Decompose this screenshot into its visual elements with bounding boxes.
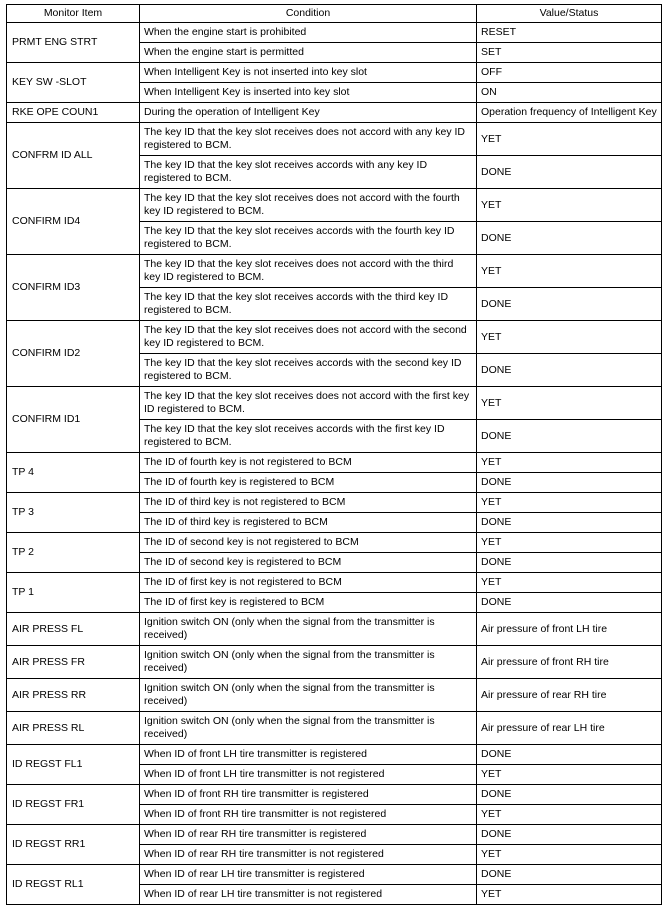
value-status-cell: DONE <box>477 593 662 613</box>
monitor-item-cell: AIR PRESS FL <box>7 613 140 646</box>
value-status-cell: DONE <box>477 825 662 845</box>
monitor-item-cell: CONFRM ID ALL <box>7 123 140 189</box>
table-row <box>7 646 662 679</box>
monitor-item-cell: AIR PRESS RL <box>7 712 140 745</box>
value-status-cell: Air pressure of front LH tire <box>477 613 662 646</box>
condition-cell: The ID of second key is not registered to BCM <box>140 533 477 553</box>
condition-cell: The key ID that the key slot receives does not accord with the first key ID registered to BCM. <box>140 387 477 420</box>
value-status-cell: YET <box>477 845 662 865</box>
condition-cell: When ID of rear LH tire transmitter is registered <box>140 865 477 885</box>
value-status-cell: DONE <box>477 513 662 533</box>
table-row <box>7 23 662 43</box>
header-condition: Condition <box>140 5 477 23</box>
monitor-item-cell: RKE OPE COUN1 <box>7 103 140 123</box>
condition-cell: When the engine start is prohibited <box>140 23 477 43</box>
value-status-cell: YET <box>477 805 662 825</box>
value-status-cell: YET <box>477 453 662 473</box>
condition-cell: When ID of front RH tire transmitter is not registered <box>140 805 477 825</box>
value-status-cell: DONE <box>477 222 662 255</box>
table-row <box>7 785 662 805</box>
condition-cell: When ID of front LH tire transmitter is not registered <box>140 765 477 785</box>
monitor-item-cell: CONFIRM ID1 <box>7 387 140 453</box>
value-status-cell: YET <box>477 321 662 354</box>
condition-cell: When ID of rear LH tire transmitter is not registered <box>140 885 477 905</box>
monitor-item-cell: ID REGST FR1 <box>7 785 140 825</box>
table-row <box>7 712 662 745</box>
monitor-item-cell: ID REGST RR1 <box>7 825 140 865</box>
value-status-cell: SET <box>477 43 662 63</box>
value-status-cell: YET <box>477 885 662 905</box>
condition-cell: When ID of rear RH tire transmitter is registered <box>140 825 477 845</box>
value-status-cell: DONE <box>477 785 662 805</box>
condition-cell: When ID of front RH tire transmitter is registered <box>140 785 477 805</box>
table-body <box>7 23 662 905</box>
condition-cell: When the engine start is permitted <box>140 43 477 63</box>
condition-cell: Ignition switch ON (only when the signal from the transmitter is received) <box>140 646 477 679</box>
value-status-cell: YET <box>477 573 662 593</box>
value-status-cell: DONE <box>477 745 662 765</box>
table-row <box>7 255 662 288</box>
condition-cell: Ignition switch ON (only when the signal from the transmitter is received) <box>140 613 477 646</box>
table-row <box>7 453 662 473</box>
table-row <box>7 825 662 845</box>
header-monitor-item: Monitor Item <box>7 5 140 23</box>
condition-cell: When ID of front LH tire transmitter is registered <box>140 745 477 765</box>
value-status-cell: Air pressure of rear RH tire <box>477 679 662 712</box>
table-row <box>7 533 662 553</box>
value-status-cell: DONE <box>477 553 662 573</box>
monitor-item-cell: ID REGST FL1 <box>7 745 140 785</box>
condition-cell: The key ID that the key slot receives accords with the second key ID registered to BCM. <box>140 354 477 387</box>
value-status-cell: Operation frequency of Intelligent Key <box>477 103 662 123</box>
value-status-cell: RESET <box>477 23 662 43</box>
table-row <box>7 573 662 593</box>
value-status-cell: DONE <box>477 473 662 493</box>
condition-cell: When Intelligent Key is inserted into key slot <box>140 83 477 103</box>
condition-cell: The key ID that the key slot receives does not accord with the fourth key ID registered to BCM. <box>140 189 477 222</box>
condition-cell: Ignition switch ON (only when the signal from the transmitter is received) <box>140 712 477 745</box>
value-status-cell: YET <box>477 255 662 288</box>
table-row <box>7 865 662 885</box>
value-status-cell: YET <box>477 493 662 513</box>
condition-cell: The key ID that the key slot receives accords with the first key ID registered to BCM. <box>140 420 477 453</box>
value-status-cell: DONE <box>477 420 662 453</box>
monitor-item-cell: PRMT ENG STRT <box>7 23 140 63</box>
monitor-item-cell: TP 2 <box>7 533 140 573</box>
value-status-cell: DONE <box>477 865 662 885</box>
condition-cell: The ID of second key is registered to BCM <box>140 553 477 573</box>
condition-cell: The ID of fourth key is registered to BCM <box>140 473 477 493</box>
condition-cell: The ID of third key is not registered to BCM <box>140 493 477 513</box>
value-status-cell: DONE <box>477 156 662 189</box>
condition-cell: The ID of first key is not registered to BCM <box>140 573 477 593</box>
value-status-cell: YET <box>477 533 662 553</box>
monitor-item-cell: AIR PRESS FR <box>7 646 140 679</box>
value-status-cell: DONE <box>477 354 662 387</box>
value-status-cell: ON <box>477 83 662 103</box>
monitor-item-cell: CONFIRM ID2 <box>7 321 140 387</box>
value-status-cell: OFF <box>477 63 662 83</box>
monitor-item-cell: ID REGST RL1 <box>7 865 140 905</box>
condition-cell: The key ID that the key slot receives does not accord with the second key ID registered to BCM. <box>140 321 477 354</box>
monitor-item-table <box>6 4 662 905</box>
table-header-row <box>7 5 662 23</box>
table-row <box>7 493 662 513</box>
table-row <box>7 387 662 420</box>
value-status-cell: YET <box>477 189 662 222</box>
table-row <box>7 189 662 222</box>
value-status-cell: YET <box>477 387 662 420</box>
table-row <box>7 321 662 354</box>
table-row <box>7 745 662 765</box>
table-row <box>7 679 662 712</box>
condition-cell: The ID of first key is registered to BCM <box>140 593 477 613</box>
condition-cell: The key ID that the key slot receives does not accord with the third key ID registered to BCM. <box>140 255 477 288</box>
value-status-cell: Air pressure of rear LH tire <box>477 712 662 745</box>
condition-cell: Ignition switch ON (only when the signal from the transmitter is received) <box>140 679 477 712</box>
table-row <box>7 123 662 156</box>
condition-cell: When Intelligent Key is not inserted into key slot <box>140 63 477 83</box>
monitor-item-cell: TP 1 <box>7 573 140 613</box>
table-row <box>7 613 662 646</box>
value-status-cell: YET <box>477 123 662 156</box>
monitor-item-cell: AIR PRESS RR <box>7 679 140 712</box>
monitor-item-cell: KEY SW -SLOT <box>7 63 140 103</box>
monitor-item-cell: TP 3 <box>7 493 140 533</box>
condition-cell: During the operation of Intelligent Key <box>140 103 477 123</box>
value-status-cell: YET <box>477 765 662 785</box>
condition-cell: The key ID that the key slot receives does not accord with any key ID registered to BCM. <box>140 123 477 156</box>
monitor-item-cell: CONFIRM ID4 <box>7 189 140 255</box>
table-row <box>7 103 662 123</box>
condition-cell: The ID of third key is registered to BCM <box>140 513 477 533</box>
monitor-item-cell: CONFIRM ID3 <box>7 255 140 321</box>
monitor-item-cell: TP 4 <box>7 453 140 493</box>
condition-cell: The ID of fourth key is not registered to BCM <box>140 453 477 473</box>
condition-cell: The key ID that the key slot receives accords with the third key ID registered to BCM. <box>140 288 477 321</box>
condition-cell: When ID of rear RH tire transmitter is not registered <box>140 845 477 865</box>
value-status-cell: Air pressure of front RH tire <box>477 646 662 679</box>
table-row <box>7 63 662 83</box>
condition-cell: The key ID that the key slot receives accords with the fourth key ID registered to BCM. <box>140 222 477 255</box>
condition-cell: The key ID that the key slot receives accords with any key ID registered to BCM. <box>140 156 477 189</box>
header-value-status: Value/Status <box>477 5 662 23</box>
value-status-cell: DONE <box>477 288 662 321</box>
